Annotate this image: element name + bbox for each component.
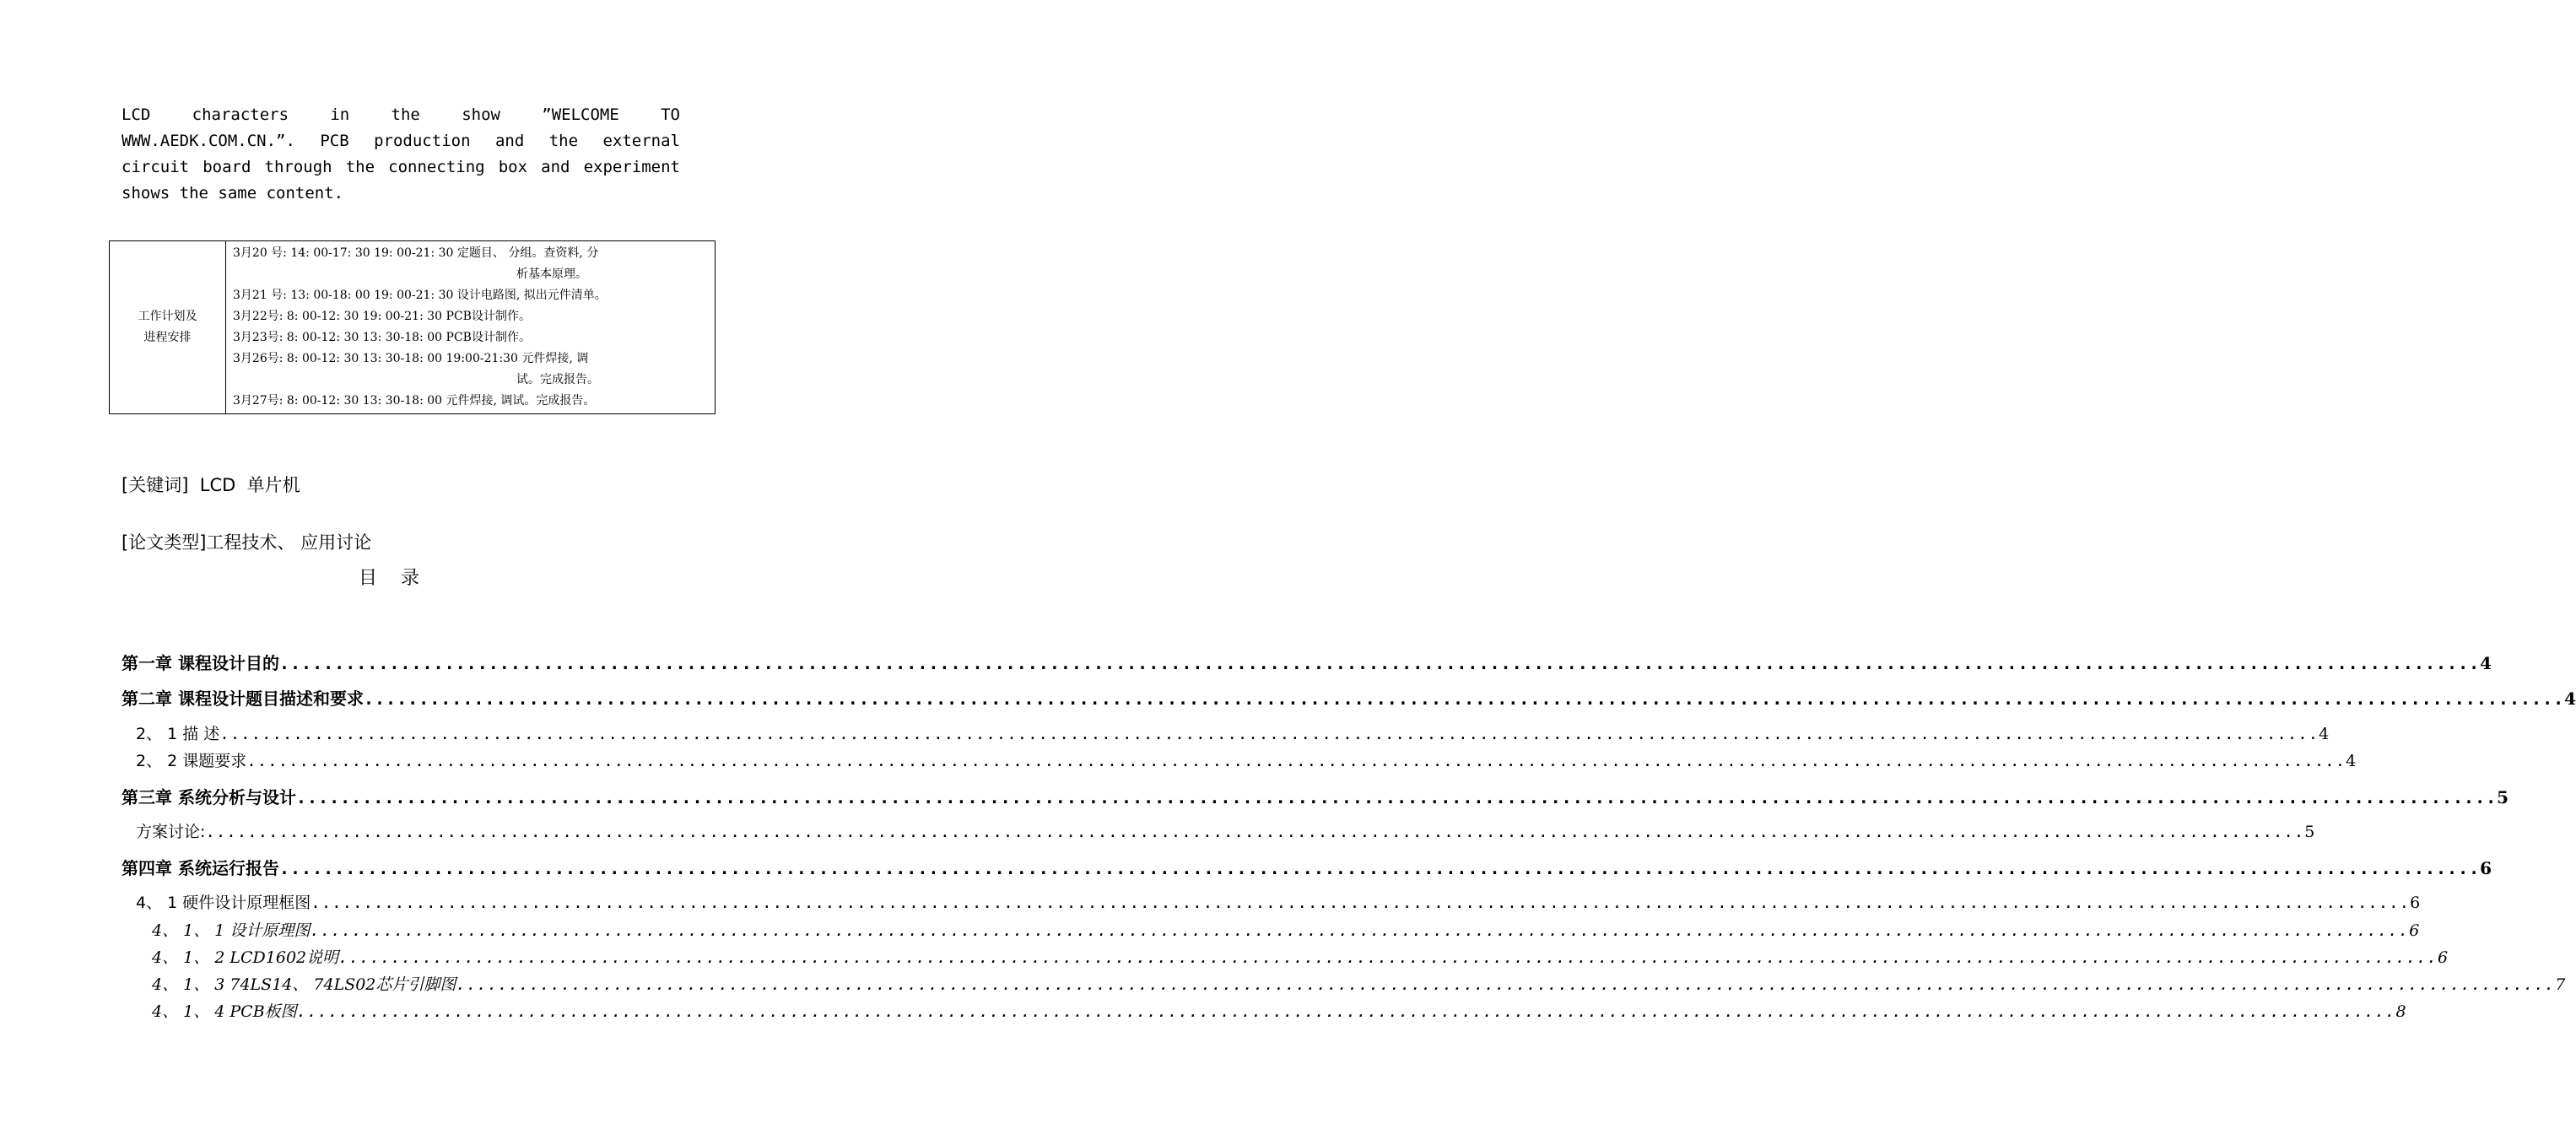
toc-page-number: 5 — [2304, 823, 2315, 841]
toc-leader: ........................................................................................................................................................................................................ — [295, 787, 2498, 807]
keywords-label: [关键词] — [122, 475, 189, 495]
toc-page-number: 4 — [2319, 725, 2330, 743]
toc-entry[interactable] — [122, 855, 2492, 879]
toc-page-number: 6 — [2410, 894, 2421, 912]
toc-entry[interactable] — [152, 918, 2420, 941]
abstract-line: LCD characters in the show ”WELCOME TO — [122, 105, 680, 124]
work-plan-table — [109, 240, 716, 414]
schedule-entry-continuation: 析基本原理。 — [516, 267, 587, 281]
toc-leader: ........................................................................................................................................................................................................ — [278, 858, 2481, 878]
toc-entry-title: 4、 1、 3 74LS14、 74LS02芯片引脚图 — [152, 975, 456, 994]
toc-entry[interactable] — [152, 999, 2406, 1022]
toc-entry-title: 2、 1 描 述 — [136, 725, 220, 743]
toc-entry-title: 4、 1、 4 PCB板图 — [152, 1002, 297, 1021]
toc-entry-title: 第四章 系统运行报告 — [122, 858, 279, 878]
paper-type-line — [122, 529, 371, 554]
toc-page-number: 6 — [2409, 921, 2420, 940]
toc-page-number: 5 — [2497, 787, 2509, 807]
toc-title: 目录 — [358, 568, 443, 589]
toc-entry[interactable] — [122, 650, 2492, 674]
toc-entry[interactable] — [136, 890, 2421, 913]
toc-page-number: 4 — [2564, 688, 2576, 709]
toc-page-number: 6 — [2437, 948, 2449, 967]
work-plan-label-line: 进程安排 — [143, 331, 192, 344]
schedule-entry — [233, 327, 710, 348]
schedule-entry — [233, 306, 710, 327]
schedule-entry-text: 3月22号: 8: 00-12: 30 19: 00-21: 30 PCB设计制作。 — [233, 310, 531, 323]
toc-leader: ........................................................................................................................................................................................................ — [296, 1002, 2396, 1021]
abstract-text — [122, 102, 680, 207]
toc-page-number: 6 — [2480, 858, 2492, 878]
toc-page-number: 7 — [2555, 975, 2566, 994]
keywords-line — [122, 472, 300, 497]
schedule-entry — [233, 391, 710, 412]
schedule-entry-text: 3月27号: 8: 00-12: 30 13: 30-18: 00 元件焊接, 调试。完成报告。 — [233, 394, 596, 408]
work-plan-label — [110, 241, 226, 414]
toc-entry[interactable] — [152, 972, 2566, 995]
toc-entry-title: 第二章 课程设计题目描述和要求 — [122, 688, 364, 709]
keywords-value: LCD 单片机 — [199, 475, 300, 495]
toc-page-number: 4 — [2346, 752, 2357, 770]
toc-leader: ........................................................................................................................................................................................................ — [311, 894, 2411, 912]
toc-entry-title: 第三章 系统分析与设计 — [122, 787, 296, 807]
work-plan-label-line: 工作计划及 — [138, 310, 197, 323]
abstract-line: circuit board through the connecting box and experiment — [122, 158, 680, 176]
toc-entry-title: 2、 2 课题要求 — [136, 752, 247, 770]
schedule-entry-text: 3月23号: 8: 00-12: 30 13: 30-18: 00 PCB设计制作。 — [233, 331, 531, 344]
schedule-entry — [233, 348, 710, 391]
schedule-entry-text: 3月20 号: 14: 00-17: 30 19: 00-21: 30 定题目、 分组。查资料, 分 — [233, 246, 599, 260]
toc-entry-title: 第一章 课程设计目的 — [122, 653, 279, 673]
toc-leader: ........................................................................................................................................................................................................ — [363, 688, 2565, 709]
toc-leader: ........................................................................................................................................................................................................ — [219, 725, 2319, 743]
toc-leader: ........................................................................................................................................................................................................ — [278, 653, 2481, 673]
schedule-entry — [233, 243, 710, 285]
toc-leader: ........................................................................................................................................................................................................ — [310, 921, 2410, 940]
toc-entry[interactable] — [152, 945, 2449, 968]
schedule-entry — [233, 285, 710, 306]
schedule-entry-text: 3月26号: 8: 00-12: 30 13: 30-18: 00 19:00-21:30 元件焊接, 调 — [233, 352, 589, 365]
schedule-entry-text: 3月21 号: 13: 00-18: 00 19: 00-21: 30 设计电路图, 拟出元件清单。 — [233, 289, 607, 302]
toc-entry[interactable] — [122, 685, 2576, 710]
toc-entry-title: 方案讨论: — [136, 823, 206, 841]
toc-leader: ........................................................................................................................................................................................................ — [456, 975, 2556, 994]
toc-entry[interactable] — [136, 819, 2315, 842]
toc-entry-title: 4、 1 硬件设计原理框图 — [136, 894, 311, 912]
toc-leader: ........................................................................................................................................................................................................ — [205, 823, 2305, 841]
work-plan-schedule — [226, 241, 716, 414]
abstract-line: shows the same content. — [122, 184, 344, 202]
paper-type-value: 工程技术、 应用讨论 — [206, 532, 372, 553]
toc-entry-title: 4、 1、 2 LCD1602说明 — [152, 948, 339, 967]
toc-entry[interactable] — [136, 748, 2357, 771]
paper-type-label: [论文类型] — [122, 532, 207, 553]
toc-page-number: 8 — [2395, 1002, 2406, 1021]
toc-entry[interactable] — [122, 784, 2509, 808]
schedule-entry-continuation: 试。完成报告。 — [516, 373, 599, 386]
toc-leader: ........................................................................................................................................................................................................ — [246, 752, 2346, 770]
toc-page-number: 4 — [2480, 653, 2492, 673]
toc-entry-title: 4、 1、 1 设计原理图 — [152, 921, 311, 940]
toc-entry[interactable] — [136, 721, 2330, 744]
toc-leader: ........................................................................................................................................................................................................ — [338, 948, 2438, 967]
abstract-line: WWW.AEDK.COM.CN.”. PCB production and the external — [122, 132, 680, 150]
